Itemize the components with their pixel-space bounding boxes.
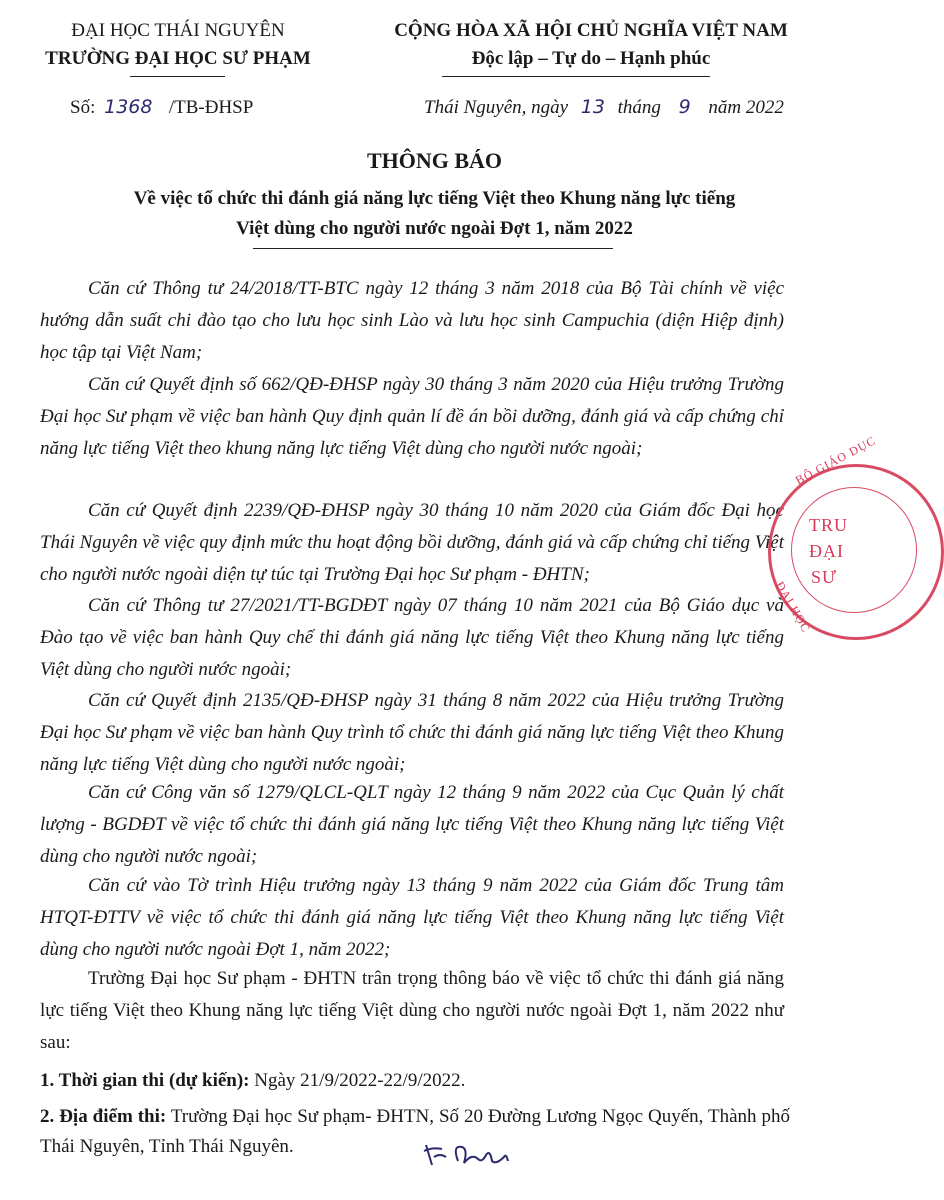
- date-month-handwritten: 9: [678, 96, 691, 118]
- doc-number: [70, 96, 253, 119]
- subtitle-line-2: Việt dùng cho người nước ngoài Đợt 1, năm 2022: [236, 218, 633, 239]
- basis-paragraph-5: Căn cứ Quyết định 2135/QĐ-ĐHSP ngày 31 tháng 8 năm 2022 của Hiệu trưởng Trường Đại học Sư phạm về việc ban hành Quy trình tổ chức thi đánh giá năng lực tiếng Việt theo Khung năng lực tiếng Việt dùng cho người nước ngoài;: [40, 690, 784, 775]
- seal-line-2: ĐẠI: [809, 541, 844, 561]
- item-exam-location: [40, 1102, 790, 1162]
- university-name: TRƯỜNG ĐẠI HỌC SƯ PHẠM: [45, 48, 311, 69]
- basis-paragraph-6: Căn cứ Công văn số 1279/QLCL-QLT ngày 12 tháng 9 năm 2022 của Cục Quản lý chất lượng - BGDĐT về việc tổ chức thi đánh giá năng lực tiếng Việt theo Khung năng lực tiếng Việt dùng cho người nước ngoài;: [40, 782, 784, 867]
- basis-paragraph-3: Căn cứ Quyết định 2239/QĐ-ĐHSP ngày 30 tháng 10 năm 2020 của Giám đốc Đại học Thái Nguyên về việc quy định mức thu hoạt động bồi dưỡng, đánh giá và cấp chứng chỉ tiếng Việt cho người nước ngoài diện tự túc tại Trường Đại học Sư phạm - ĐHTN;: [40, 500, 784, 585]
- announcement-intro: Trường Đại học Sư phạm - ĐHTN trân trọng thông báo về việc tổ chức thi đánh giá năng lực tiếng Việt theo Khung năng lực tiếng Việt dùng cho người nước ngoài Đợt 1, năm 2022 như sau:: [40, 968, 784, 1053]
- initials-signature: [420, 1135, 516, 1176]
- seal-line-3: SƯ: [811, 567, 837, 587]
- item-exam-time-label: 1. Thời gian thi (dự kiến):: [40, 1070, 250, 1091]
- item-exam-time: [40, 1066, 790, 1096]
- date-year: năm 2022: [708, 97, 784, 118]
- signature-scribble: [420, 1135, 516, 1171]
- date-place: Thái Nguyên, ngày: [424, 97, 569, 118]
- title-underline: [253, 248, 613, 249]
- subtitle-line-1: Về việc tổ chức thi đánh giá năng lực tiếng Việt theo Khung năng lực tiếng: [133, 188, 736, 209]
- nation-motto: Độc lập – Tự do – Hạnh phúc: [471, 48, 711, 69]
- item-exam-location-label: 2. Địa điểm thi:: [40, 1106, 167, 1127]
- date-line: [424, 96, 784, 119]
- item-exam-time-text: Ngày 21/9/2022-22/9/2022.: [249, 1070, 466, 1091]
- basis-paragraph-2: Căn cứ Quyết định số 662/QĐ-ĐHSP ngày 30 tháng 3 năm 2020 của Hiệu trưởng Trường Đại học Sư phạm về việc ban hành Quy định quản lí đề án bồi dưỡng, đánh giá và cấp chứng chỉ năng lực tiếng Việt theo khung năng lực tiếng Việt dùng cho người nước ngoài;: [40, 374, 784, 459]
- basis-paragraph-7: Căn cứ vào Tờ trình Hiệu trưởng ngày 13 tháng 9 năm 2022 của Giám đốc Trung tâm HTQT-ĐTTV về việc tổ chức thi đánh giá năng lực tiếng Việt theo Khung năng lực tiếng Việt dùng cho người nước ngoài Đợt 1, năm 2022;: [40, 875, 784, 960]
- seal-arc-text: BỘ GIÁO DỤC: [793, 433, 879, 488]
- basis-paragraph-1: Căn cứ Thông tư 24/2018/TT-BTC ngày 12 tháng 3 năm 2018 của Bộ Tài chính về việc hướng dẫn suất chi đào tạo cho lưu học sinh Lào và lưu học sinh Campuchia (diện Hiệp định) học tập tại Việt Nam;: [40, 278, 784, 363]
- document-title: THÔNG BÁO: [366, 148, 503, 173]
- date-day-handwritten: 13: [580, 96, 605, 118]
- doc-number-suffix: /TB-ĐHSP: [168, 97, 254, 118]
- item-exam-location-text: Trường Đại học Sư phạm- ĐHTN, Số 20 Đường Lương Ngọc Quyến, Thành phố Thái Nguyên, Tỉnh Thái Nguyên.: [40, 1106, 790, 1157]
- doc-number-prefix: Số:: [70, 97, 96, 118]
- nation-name: CỘNG HÒA XÃ HỘI CHỦ NGHĨA VIỆT NAM: [394, 20, 788, 41]
- seal-bottom-text: ĐẠI HỌC: [772, 579, 814, 636]
- doc-number-handwritten: 1368: [104, 96, 153, 118]
- university-underline: [130, 76, 225, 77]
- basis-paragraph-4: Căn cứ Thông tư 27/2021/TT-BGDĐT ngày 07 tháng 10 năm 2021 của Bộ Giáo dục và Đào tạo về việc ban hành Quy chế thi đánh giá năng lực tiếng Việt theo Khung năng lực tiếng Việt dùng cho người nước ngoài;: [40, 595, 784, 680]
- seal-line-1: TRU: [809, 515, 848, 535]
- ministry-name: ĐẠI HỌC THÁI NGUYÊN: [71, 20, 285, 41]
- date-month-label: tháng: [617, 97, 661, 118]
- official-seal: [768, 433, 944, 640]
- motto-underline: [442, 76, 710, 77]
